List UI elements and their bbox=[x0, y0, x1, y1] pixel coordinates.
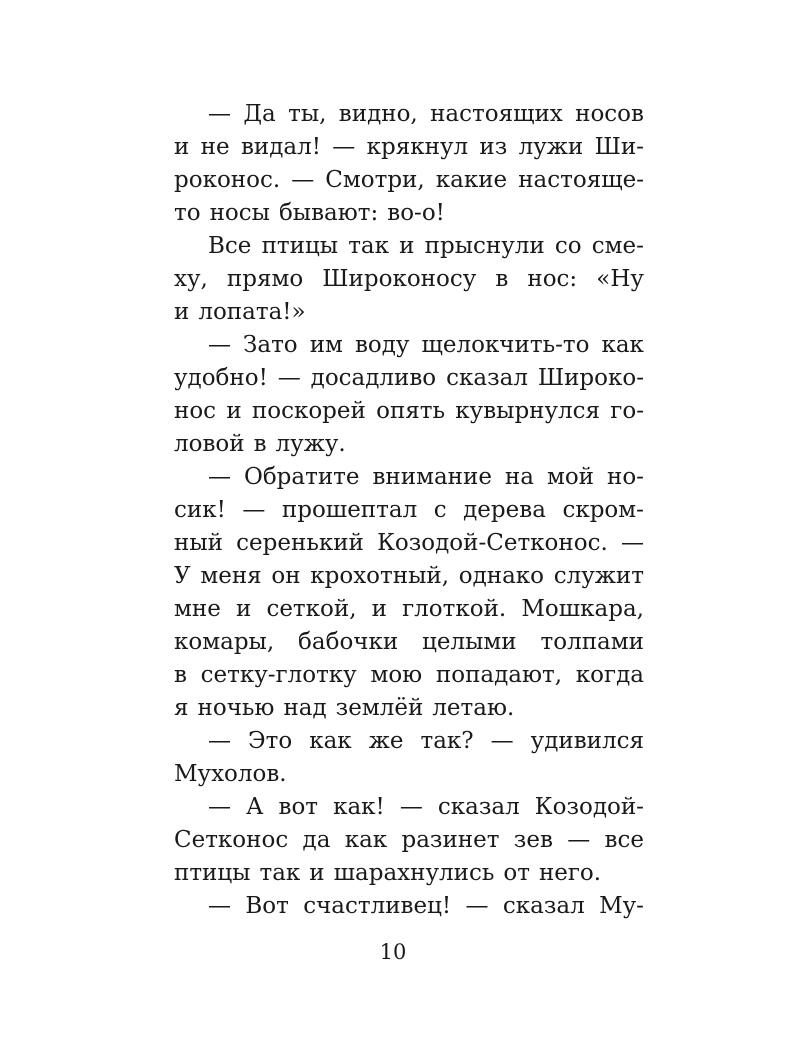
text-line: Все птицы так и прыснули со сме- bbox=[208, 233, 644, 259]
text-line: — Вот счастливец! — сказал Му- bbox=[208, 893, 644, 919]
text-line: комары, бабочки целыми толпами bbox=[174, 629, 644, 655]
text-line: ный серенький Козодой-Сетконос. — bbox=[174, 530, 644, 556]
text-line: роконос. — Смотри, какие настояще- bbox=[174, 167, 644, 193]
text-line: ловой в лужу. bbox=[174, 431, 346, 457]
text-line: в сетку-глотку мою попадают, когда bbox=[174, 662, 644, 688]
text-line: — Да ты, видно, настоящих носов bbox=[208, 101, 644, 127]
text-line: мне и сеткой, и глоткой. Мошкара, bbox=[174, 596, 644, 622]
text-line: — Обратите внимание на мой но- bbox=[208, 464, 644, 490]
text-line: удобно! — досадливо сказал Широко- bbox=[174, 365, 644, 391]
text-line: — А вот как! — сказал Козодой- bbox=[208, 794, 644, 820]
text-line: то носы бывают: во-о! bbox=[174, 200, 445, 226]
text-line: — Это как же так? — удивился bbox=[208, 728, 644, 754]
text-line: сик! — прошептал с дерева скром- bbox=[174, 497, 644, 523]
text-line: ху, прямо Широконосу в нос: «Ну bbox=[174, 266, 644, 292]
text-line: нос и поскорей опять кувырнулся го- bbox=[174, 398, 644, 424]
text-line: и не видал! — крякнул из лужи Ши- bbox=[174, 134, 644, 160]
text-line: и лопата!» bbox=[174, 299, 306, 325]
text-line: птицы так и шарахнулись от него. bbox=[174, 860, 602, 886]
page-number: 10 bbox=[379, 940, 407, 964]
text-line: Сетконос да как разинет зев — все bbox=[174, 827, 644, 853]
text-line: — Зато им воду щелокчить-то как bbox=[208, 332, 644, 358]
body-text bbox=[174, 98, 644, 923]
text-line: я ночью над землёй летаю. bbox=[174, 695, 515, 721]
text-line: Мухолов. bbox=[174, 761, 287, 787]
text-line: У меня он крохотный, однако служит bbox=[174, 563, 644, 589]
